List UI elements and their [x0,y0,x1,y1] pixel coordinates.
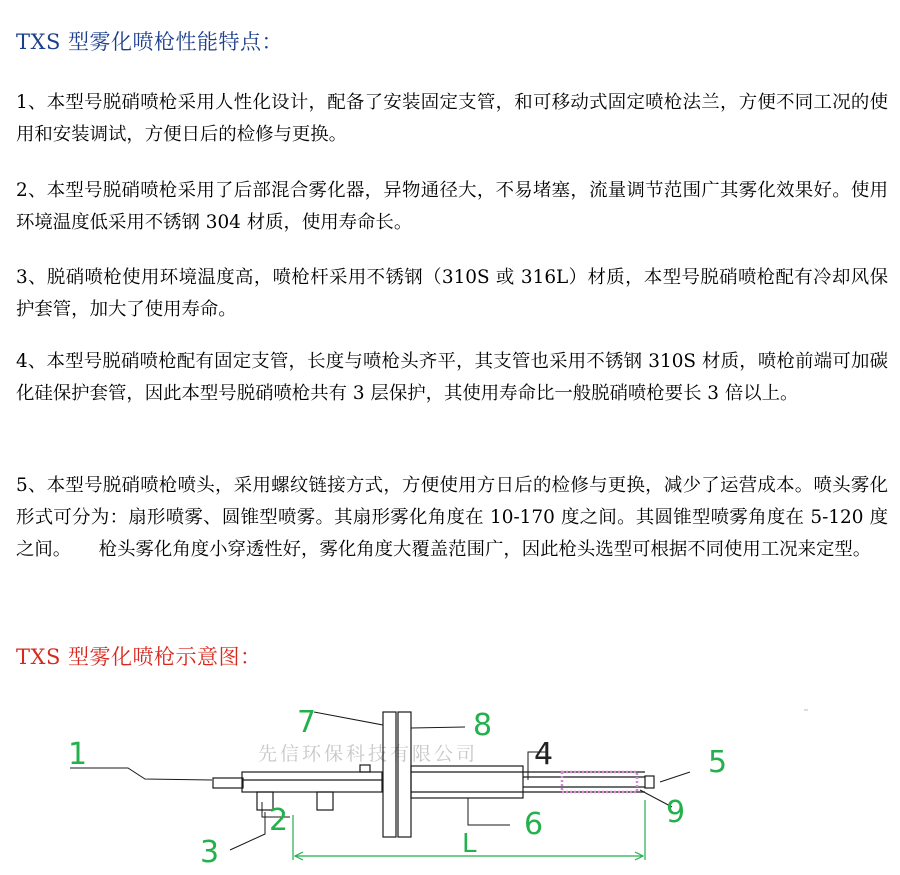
support-pipe [411,766,523,798]
flange-left [383,712,396,837]
feature-paragraph-3: 3、脱硝喷枪使用环境温度高，喷枪杆采用不锈钢（310S 或 316L）材质，本型号脱硝喷枪配有冷却风保护套管，加大了使用寿命。 [16,267,888,320]
leader-lines [70,712,690,850]
feature-paragraph-2: 2、本型号脱硝喷枪采用了后部混合雾化器，异物通径大，不易堵塞，流量调节范围广其雾化效果好。使用环境温度低采用不锈钢 304 材质，使用寿命长。 [16,180,888,233]
label-1: 1 [68,737,88,772]
watermark-text: 先信环保科技有限公司 [258,743,479,765]
label-L: L [462,829,477,859]
diagram-heading: TXS 型雾化喷枪示意图： [16,645,262,669]
label-6: 6 [524,807,544,842]
top-fitting [360,765,370,772]
feature-paragraph-5: 5、本型号脱硝喷枪喷头，采用螺纹链接方式，方便使用方日后的检修与更换，减少了运营成本。喷头雾化形式可分为：扇形喷雾、圆锥型喷雾。其扇形雾化角度在 10-170 度之间。其圆锥型喷雾角度在 5-120 度之间。 枪头雾化角度小穿透性好，雾化角度大覆盖范围广，因此枪头选型可根据不同使用工况来定型。 [16,475,888,560]
protective-sleeve [562,772,637,792]
feature-paragraph-4: 4、本型号脱硝喷枪配有固定支管，长度与喷枪头齐平，其支管也采用不锈钢 310S 材质，喷枪前端可加碳化硅保护套管，因此本型号脱硝喷枪共有 3 层保护，其使用寿命比一般脱硝喷枪要长 3 倍以上。 [16,351,888,404]
features-heading: TXS 型雾化喷枪性能特点： [16,30,284,54]
label-4: 4 [534,737,554,772]
rear-rod [213,778,243,788]
label-5: 5 [708,745,728,780]
mixer-body [242,772,382,792]
inlet-3 [317,792,333,810]
label-3: 3 [200,835,220,870]
nozzle-tip [645,776,654,788]
label-2: 2 [269,803,289,838]
label-8: 8 [473,708,493,743]
spray-gun-schematic-icon [0,690,900,875]
label-9: 9 [666,795,686,830]
flange-right [398,712,411,837]
label-7: 7 [297,705,317,740]
feature-paragraph-1: 1、本型号脱硝喷枪采用人性化设计，配备了安装固定支管，和可移动式固定喷枪法兰，方便不同工况的使用和安装调试，方便日后的检修与更换。 [16,92,888,145]
